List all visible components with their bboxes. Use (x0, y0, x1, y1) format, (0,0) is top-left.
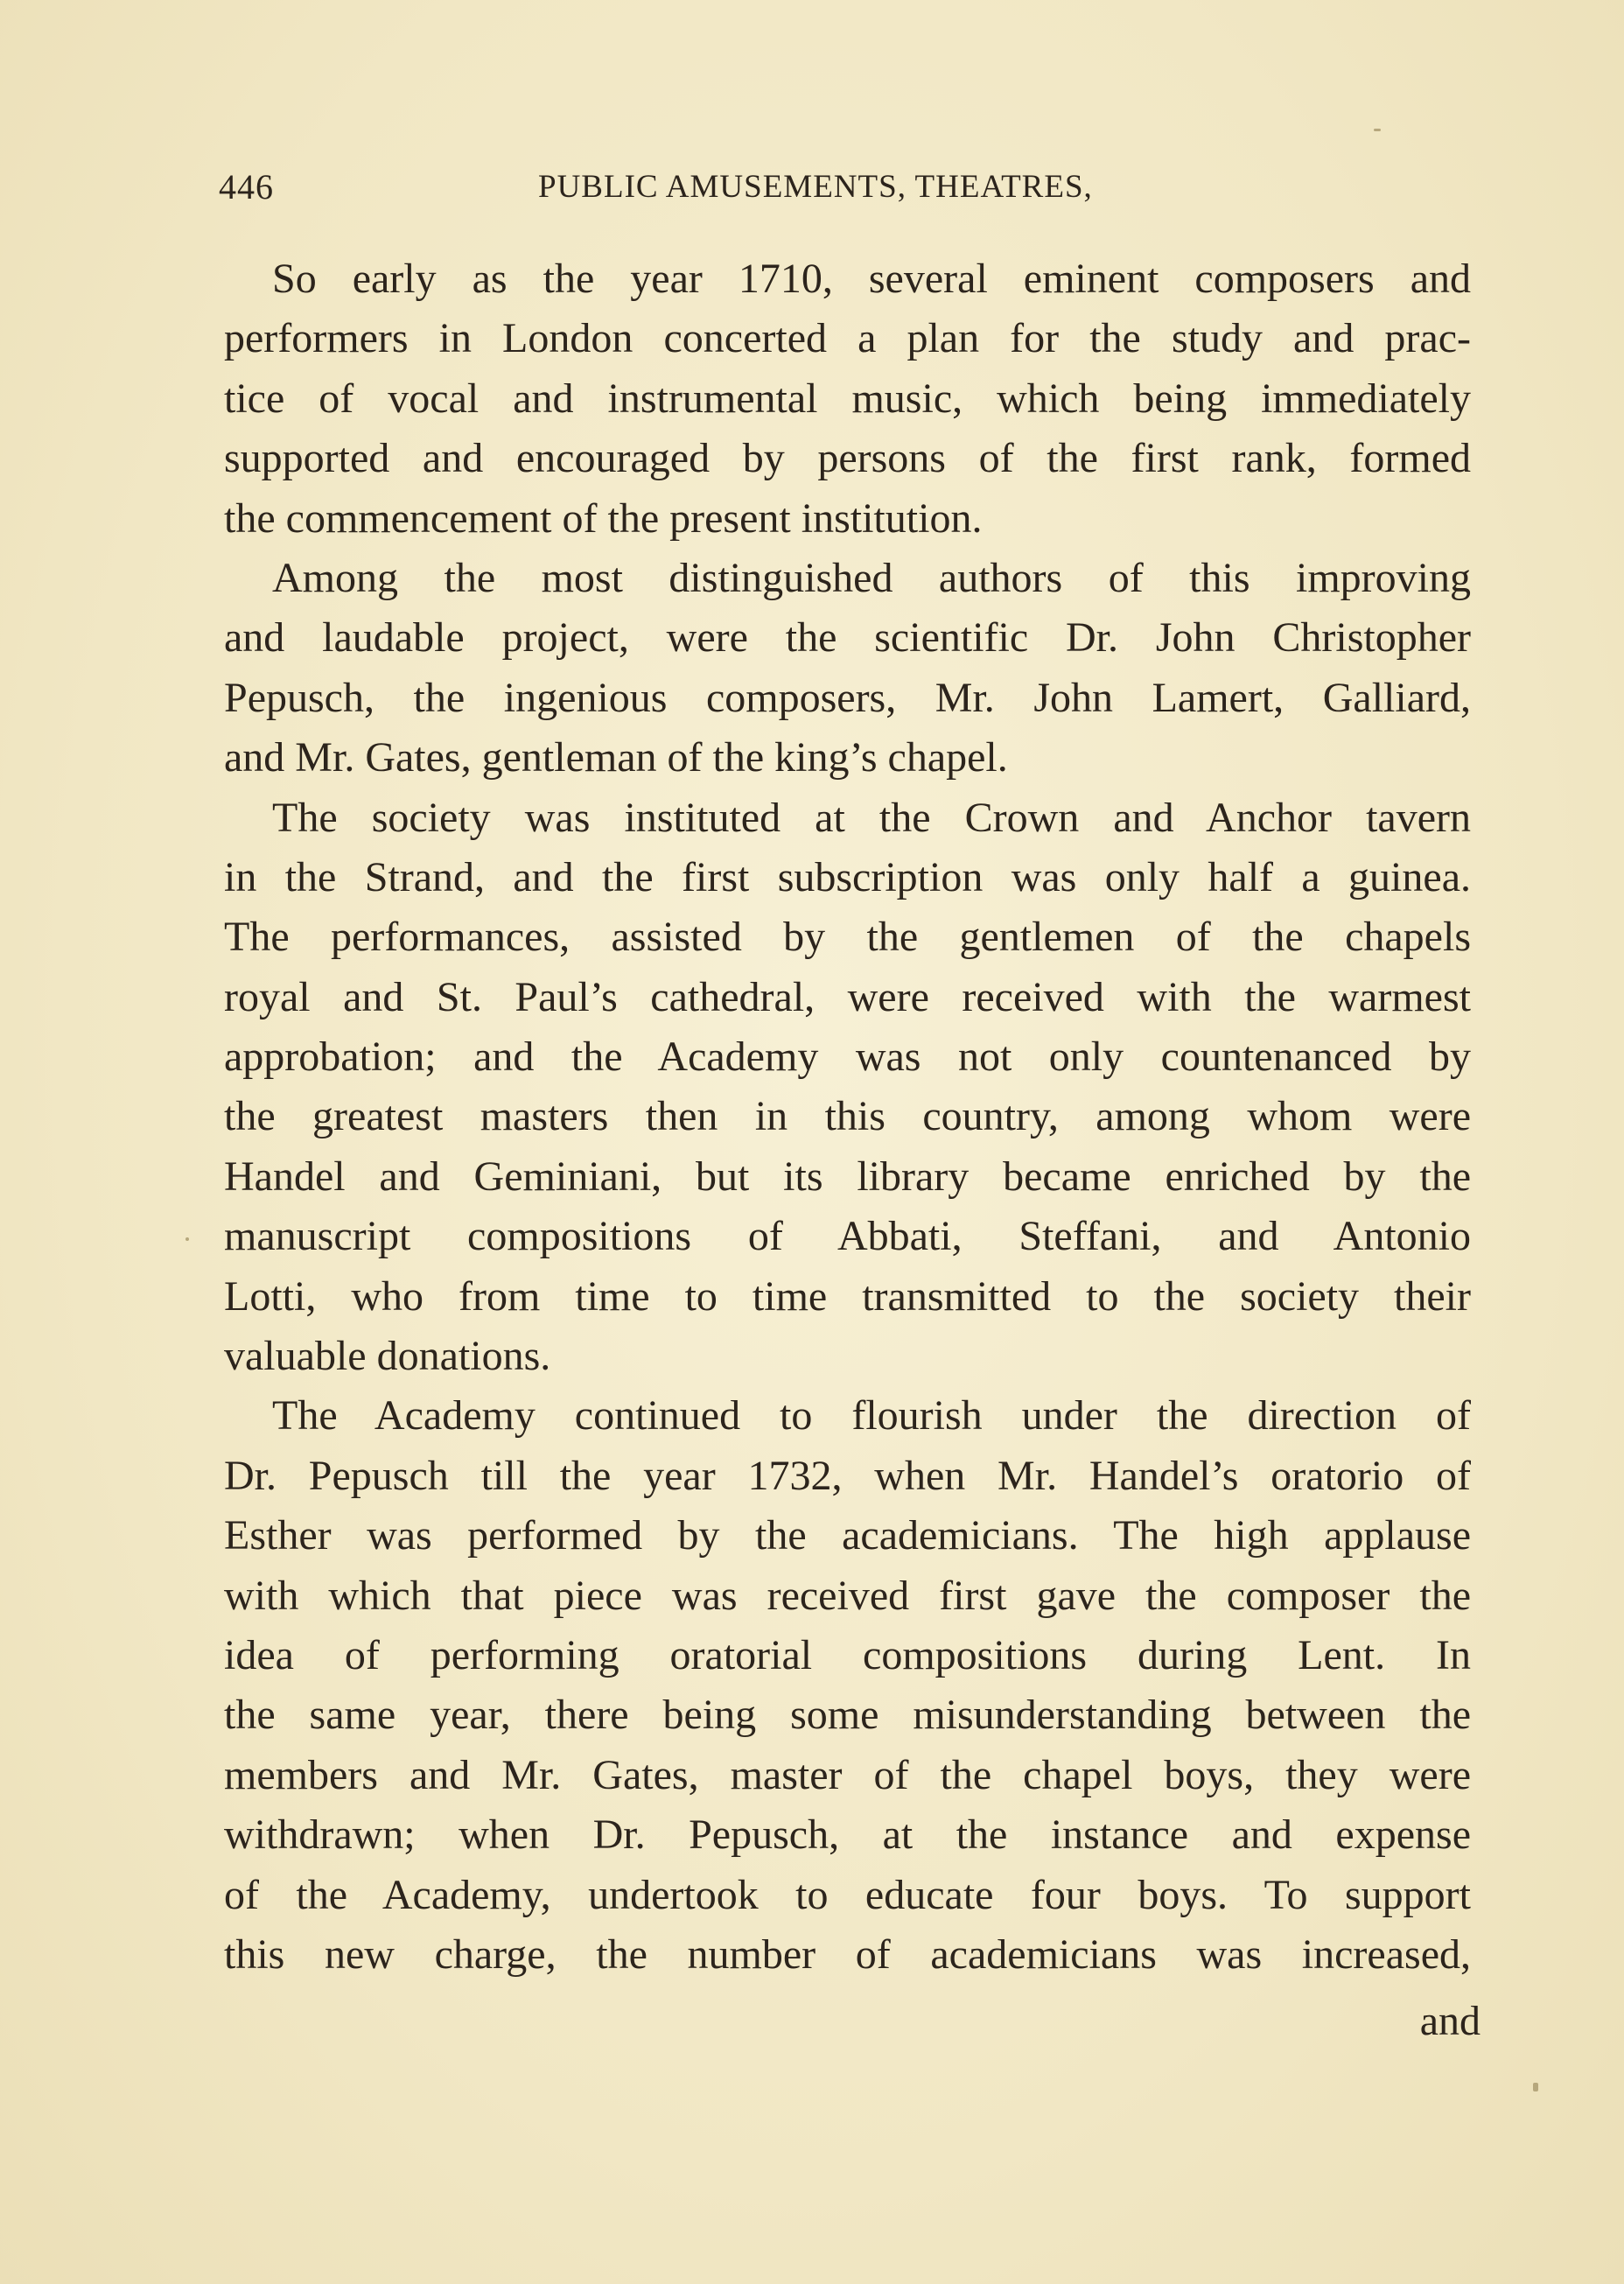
paper-speck (1374, 129, 1381, 131)
text-line: this new charge, the number of academicians was increased, (224, 1930, 1471, 1978)
text-line: The performances, assisted by the gentlemen of the chapels (224, 914, 1471, 961)
text-line: performers in London concerted a plan for the study and prac- (224, 315, 1471, 362)
text-line: Among the most distinguished authors of this improving (272, 554, 1471, 601)
paper-speck (186, 1237, 189, 1241)
text-line: Dr. Pepusch till the year 1732, when Mr. Handel’s oratorio of (224, 1452, 1471, 1499)
text-line: the same year, there being some misunderstanding between the (224, 1692, 1471, 1739)
text-line: Lotti, who from time to time transmitted to the society their (224, 1272, 1471, 1320)
catchword: and (1419, 1998, 1480, 2044)
paragraph-2 (224, 549, 1471, 788)
text-line: the greatest masters then in this country, among whom were (224, 1093, 1471, 1140)
text-line: idea of performing oratorial compositions during Lent. In (224, 1631, 1471, 1678)
text-line: and Mr. Gates, gentleman of the king’s chapel. (224, 734, 1008, 781)
text-line: with which that piece was received first gave the composer the (224, 1572, 1471, 1619)
text-line: approbation; and the Academy was not only countenanced by (224, 1033, 1471, 1081)
text-line: tice of vocal and instrumental music, which being immediately (224, 375, 1471, 422)
text-line: supported and encouraged by persons of the first rank, formed (224, 435, 1471, 482)
text-line: valuable donations. (224, 1333, 551, 1380)
text-line: royal and St. Paul’s cathedral, were received with the warmest (224, 973, 1471, 1020)
text-line: of the Academy, undertook to educate four boys. To support (224, 1871, 1471, 1918)
paragraph-3 (224, 788, 1471, 1387)
text-line: Esther was performed by the academicians. The high applause (224, 1512, 1471, 1559)
text-line: Pepusch, the ingenious composers, Mr. John Lamert, Galliard, (224, 674, 1471, 721)
text-line: So early as the year 1710, several eminent composers and (272, 256, 1471, 302)
text-line: members and Mr. Gates, master of the chapel boys, they were (224, 1751, 1471, 1798)
text-line: Handel and Geminiani, but its library became enriched by the (224, 1153, 1471, 1200)
text-line: The Academy continued to flourish under the direction of (272, 1392, 1471, 1440)
text-line: and laudable project, were the scientific Dr. John Christopher (224, 614, 1471, 662)
text-line: withdrawn; when Dr. Pepusch, at the instance and expense (224, 1811, 1471, 1859)
text-line: the commencement of the present institution. (224, 494, 983, 542)
running-head: PUBLIC AMUSEMENTS, THEATRES, (538, 169, 1093, 205)
paragraph-1 (224, 249, 1471, 549)
page-header (219, 166, 1488, 219)
paragraph-4 (224, 1386, 1471, 1985)
paper-speck (1533, 2083, 1538, 2091)
page-number: 446 (219, 167, 274, 207)
text-line: manuscript compositions of Abbati, Steffani, and Antonio (224, 1213, 1471, 1260)
text-line: The society was instituted at the Crown and Anchor tavern (272, 794, 1471, 841)
body-text (224, 249, 1471, 1985)
text-line: in the Strand, and the first subscription was only half a guinea. (224, 853, 1471, 900)
